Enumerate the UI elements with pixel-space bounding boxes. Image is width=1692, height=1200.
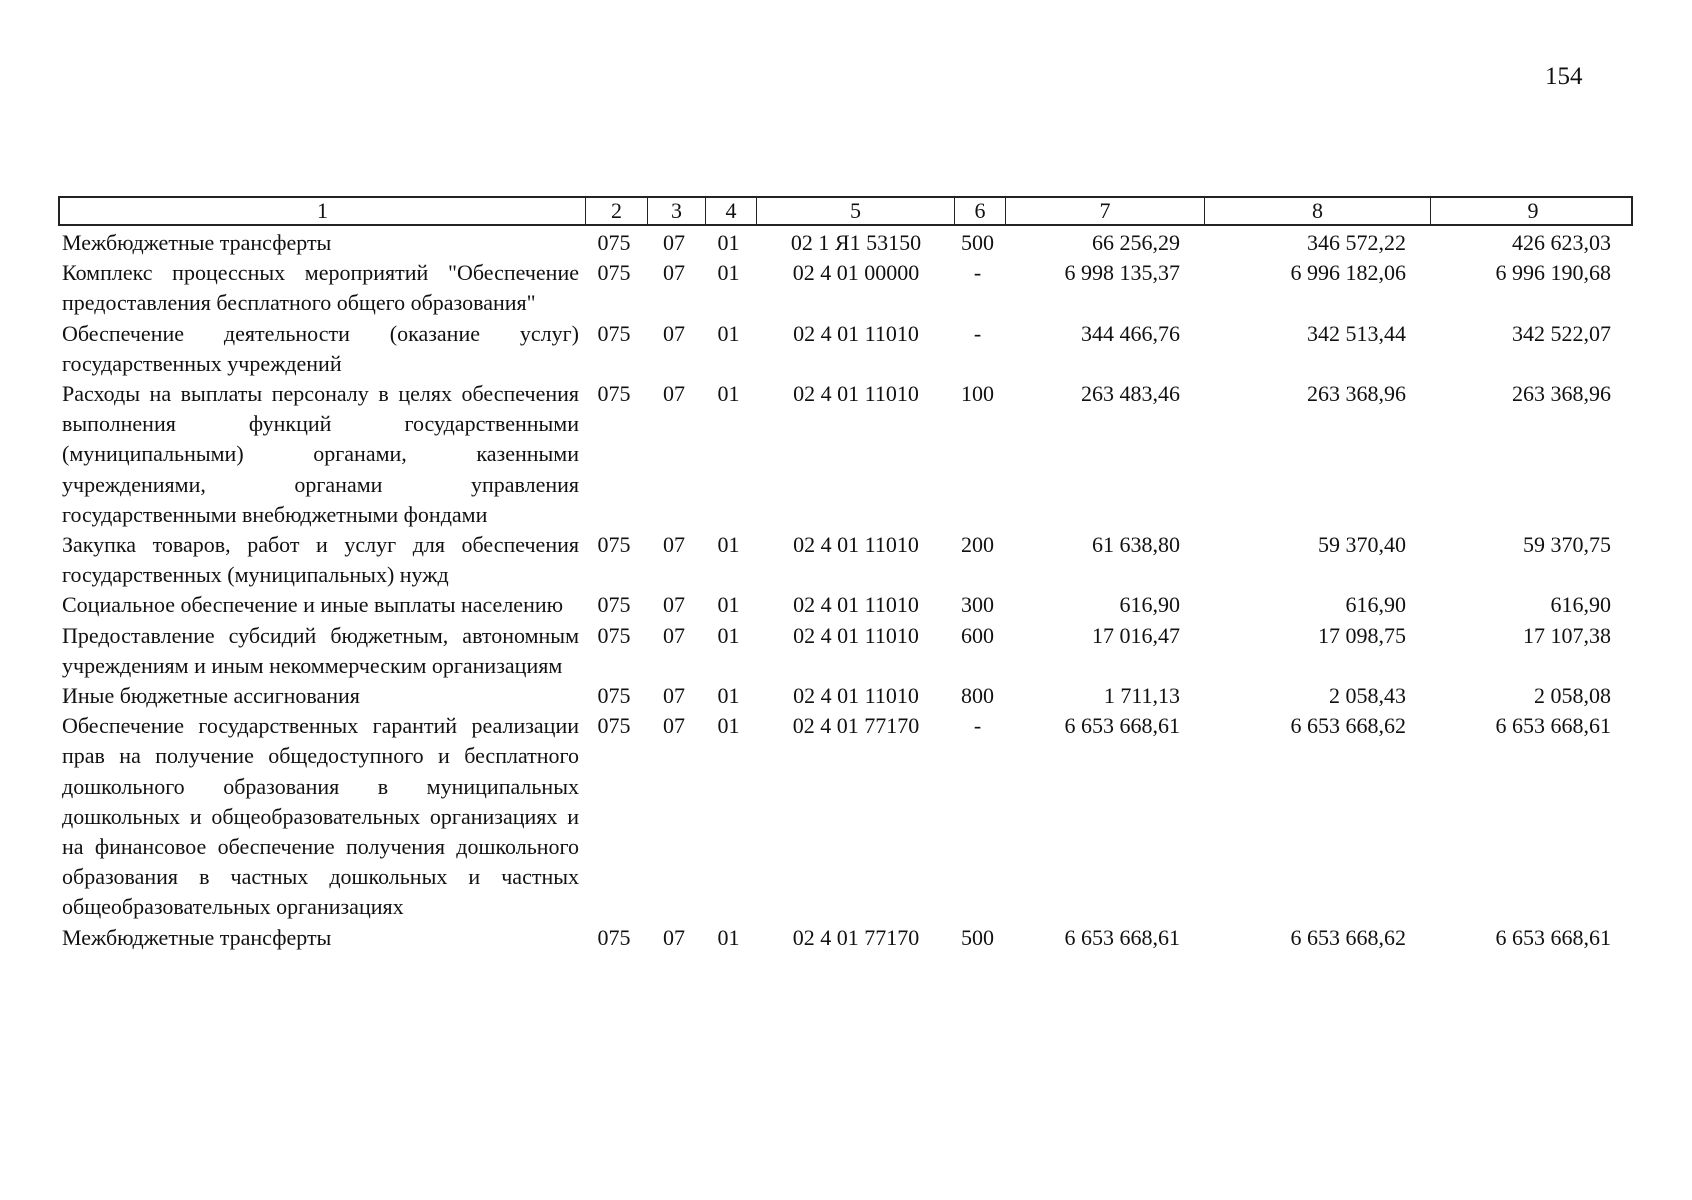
row-col-5: 02 1 Я1 53150 <box>790 230 922 255</box>
row-col-3: 07 <box>663 260 685 286</box>
header-col-4: 4 <box>705 198 756 224</box>
row-col-2: 075 <box>597 924 631 950</box>
header-col-2: 2 <box>585 198 647 224</box>
row-col-2: 075 <box>597 683 631 709</box>
row-col-3: 07 <box>663 622 685 648</box>
row-col-5: 02 4 01 77170 <box>792 713 920 739</box>
row-name: Обеспечение деятельности (оказание услуг) государственных учреждений <box>62 320 579 376</box>
table-header <box>58 196 1633 226</box>
header-col-5: 5 <box>756 198 954 224</box>
row-name: Межбюджетные трансферты <box>62 230 332 255</box>
row-col-9: 426 623,03 <box>1512 230 1611 255</box>
row-col-9: 342 522,07 <box>1512 320 1611 346</box>
table-row <box>58 681 1633 711</box>
row-col-3: 07 <box>663 320 685 346</box>
row-col-9: 6 653 668,61 <box>1495 713 1611 739</box>
row-col-3: 07 <box>663 683 685 709</box>
table-row <box>58 530 1633 590</box>
row-col-8: 263 368,96 <box>1307 381 1406 407</box>
row-name: Расходы на выплаты персоналу в целях обеспечения выполнения функций государственными (муниципальными) органами, казенными учреждениями, органами управления государственными внебюджетными фондами <box>62 381 579 527</box>
row-col-7: 1 711,13 <box>1103 683 1180 709</box>
row-name: Социальное обеспечение и иные выплаты населению <box>62 592 564 618</box>
row-col-4: 01 <box>717 622 740 648</box>
table-row <box>58 258 1633 318</box>
row-col-7: 66 256,29 <box>1092 230 1180 255</box>
page-number: 154 <box>1545 63 1583 90</box>
table-row <box>58 590 1633 620</box>
row-col-2: 075 <box>597 320 631 346</box>
row-col-4: 01 <box>717 713 740 739</box>
row-col-8: 616,90 <box>1345 592 1406 618</box>
row-col-4: 01 <box>717 924 740 950</box>
row-col-3: 07 <box>663 592 685 618</box>
row-col-4: 01 <box>717 683 740 709</box>
row-col-6: - <box>973 260 982 286</box>
row-col-7: 6 653 668,61 <box>1064 713 1180 739</box>
row-col-5: 02 4 01 77170 <box>792 924 920 950</box>
table-row <box>58 379 1633 530</box>
table-row <box>58 621 1633 681</box>
header-col-9: 9 <box>1430 198 1635 224</box>
row-col-3: 07 <box>663 713 685 739</box>
row-col-3: 07 <box>663 532 685 558</box>
row-col-8: 346 572,22 <box>1307 230 1406 255</box>
row-col-4: 01 <box>717 381 740 407</box>
row-col-7: 616,90 <box>1119 592 1180 618</box>
row-col-6: - <box>973 320 982 346</box>
row-col-4: 01 <box>717 592 740 618</box>
row-col-2: 075 <box>597 230 631 255</box>
table-row <box>58 711 1633 922</box>
row-col-2: 075 <box>597 592 631 618</box>
row-col-9: 6 653 668,61 <box>1495 924 1611 950</box>
row-col-7: 17 016,47 <box>1092 622 1180 648</box>
header-col-8: 8 <box>1204 198 1430 224</box>
row-col-5: 02 4 01 11010 <box>793 320 919 346</box>
row-col-8: 6 653 668,62 <box>1290 713 1406 739</box>
row-col-6: 600 <box>961 622 994 648</box>
row-col-2: 075 <box>597 532 631 558</box>
row-col-5: 02 4 01 11010 <box>793 683 919 709</box>
table-body <box>58 228 1633 953</box>
row-name: Межбюджетные трансферты <box>62 924 332 950</box>
header-col-7: 7 <box>1005 198 1204 224</box>
row-name: Закупка товаров, работ и услуг для обеспечения государственных (муниципальных) нужд <box>62 532 579 588</box>
table-row <box>58 228 1633 258</box>
row-col-5: 02 4 01 11010 <box>793 592 919 618</box>
row-col-2: 075 <box>597 260 631 286</box>
row-col-7: 344 466,76 <box>1081 320 1180 346</box>
row-col-8: 342 513,44 <box>1307 320 1406 346</box>
row-col-6: 200 <box>961 532 994 558</box>
row-col-2: 075 <box>597 381 631 407</box>
table-row <box>58 319 1633 379</box>
row-name: Комплекс процессных мероприятий "Обеспечение предоставления бесплатного общего образования" <box>62 260 579 316</box>
row-col-9: 59 370,75 <box>1523 532 1611 558</box>
row-col-9: 17 107,38 <box>1523 622 1611 648</box>
row-col-6: 500 <box>961 230 994 255</box>
row-col-6: - <box>973 713 982 739</box>
table-row <box>58 923 1633 953</box>
header-col-1: 1 <box>317 198 328 223</box>
header-col-6: 6 <box>954 198 1005 224</box>
row-col-4: 01 <box>717 320 740 346</box>
row-col-9: 6 996 190,68 <box>1495 260 1611 286</box>
row-col-6: 800 <box>961 683 994 709</box>
row-col-5: 02 4 01 11010 <box>793 532 919 558</box>
row-col-6: 100 <box>961 381 994 407</box>
row-col-3: 07 <box>663 924 685 950</box>
row-col-8: 59 370,40 <box>1318 532 1406 558</box>
row-col-6: 300 <box>961 592 994 618</box>
row-col-7: 6 653 668,61 <box>1064 924 1180 950</box>
row-col-8: 6 653 668,62 <box>1290 924 1406 950</box>
row-col-4: 01 <box>717 260 740 286</box>
row-col-9: 2 058,08 <box>1534 683 1611 709</box>
row-name: Обеспечение государственных гарантий реализации прав на получение общедоступного и бесплатного дошкольного образования в муниципальных дошкольных и общеобразовательных организациях и на финансовое обеспечение получения дошкольного образования в частных дошкольных и частных общеобразовательных организациях <box>62 713 579 920</box>
row-col-7: 6 998 135,37 <box>1064 260 1180 286</box>
header-col-3: 3 <box>647 198 705 224</box>
row-col-7: 263 483,46 <box>1081 381 1180 407</box>
row-col-2: 075 <box>597 622 631 648</box>
row-col-9: 263 368,96 <box>1512 381 1611 407</box>
row-name: Предоставление субсидий бюджетным, автономным учреждениям и иным некоммерческим организациям <box>62 622 579 678</box>
row-col-3: 07 <box>663 381 685 407</box>
row-col-5: 02 4 01 00000 <box>792 260 920 286</box>
row-col-4: 01 <box>717 230 740 255</box>
row-col-8: 2 058,43 <box>1329 683 1406 709</box>
row-col-5: 02 4 01 11010 <box>793 381 919 407</box>
row-col-8: 6 996 182,06 <box>1290 260 1406 286</box>
row-name: Иные бюджетные ассигнования <box>62 683 360 709</box>
row-col-7: 61 638,80 <box>1092 532 1180 558</box>
row-col-5: 02 4 01 11010 <box>793 622 919 648</box>
row-col-6: 500 <box>961 924 994 950</box>
row-col-4: 01 <box>717 532 740 558</box>
row-col-2: 075 <box>597 713 631 739</box>
row-col-3: 07 <box>663 230 685 255</box>
row-col-8: 17 098,75 <box>1318 622 1406 648</box>
row-col-9: 616,90 <box>1550 592 1611 618</box>
